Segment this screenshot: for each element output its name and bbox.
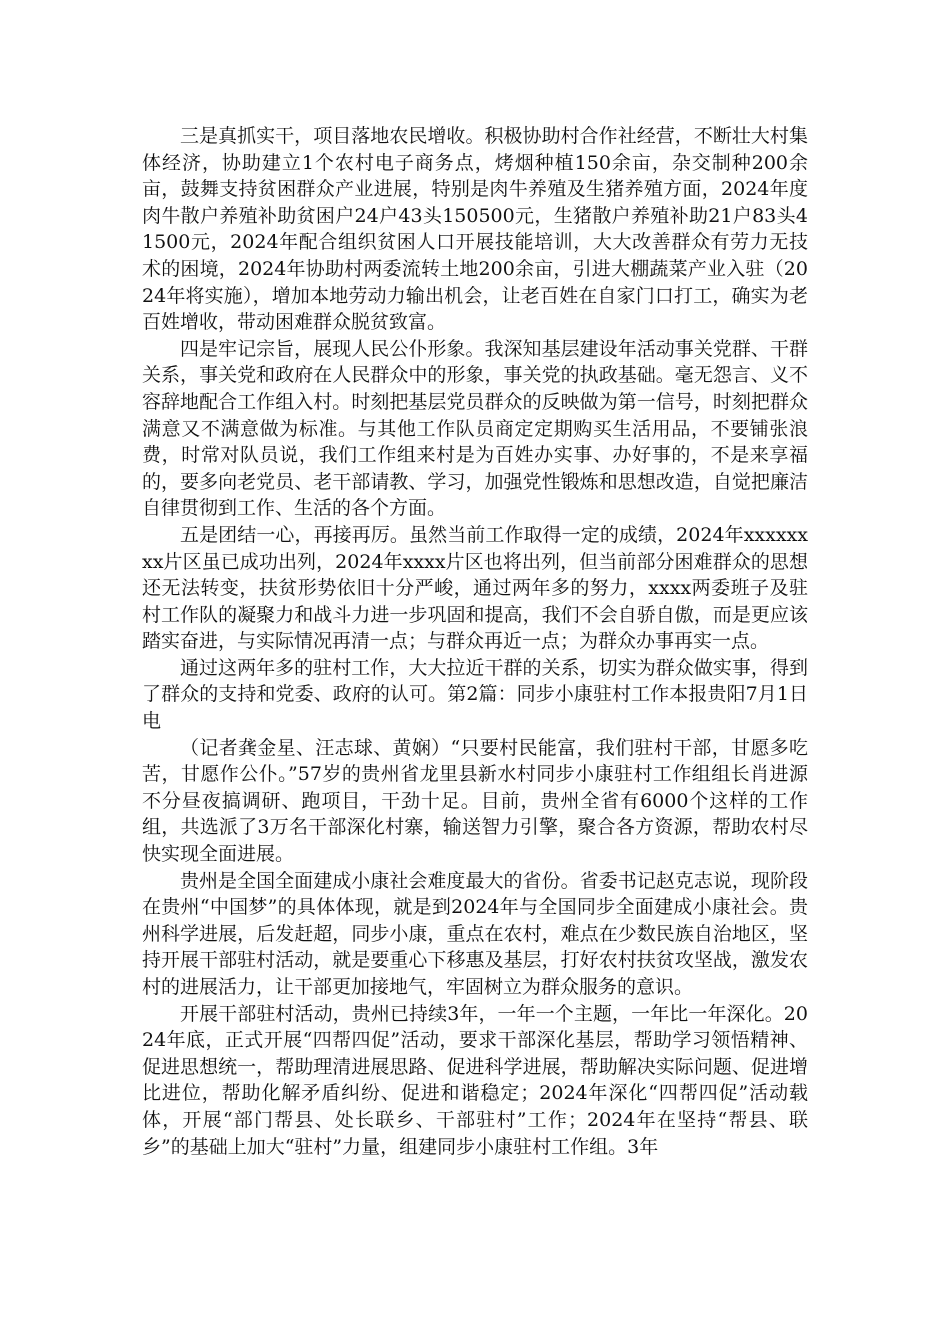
paragraph-reporters: （记者龚金星、汪志球、黄娴）“只要村民能富，我们驻村干部，甘愿多吃苦，甘愿作公仆。”57岁的贵州省龙里县新水村同步小康驻村工作组组长肖进源不分昼夜搞调研、跑项目，干劲十足。目前，贵州全省有6000个这样的工作组，共选派了3万名干部深化村寨，输送智力引擎，聚合各方资源，帮助农村尽快实现全面进展。	[142, 736, 808, 866]
paragraph-public-servant: 四是牢记宗旨，展现人民公仆形象。我深知基层建设年活动事关党群、干群关系，事关党和政府在人民群众中的形象，事关党的执政基础。毫无怨言、义不容辞地配合工作组入村。时刻把基层党员群众的反映做为第一信号，时刻把群众满意又不满意做为标准。与其他工作队员商定定期购买生活用品，不要铺张浪费，时常对队员说，我们工作组来村是为百姓办实事、办好事的，不是来享福的，要多向老党员、老干部请教、学习，加强党性锻炼和思想改造，自觉把廉洁自律贯彻到工作、生活的各个方面。	[142, 337, 808, 520]
paragraph-village-activity: 开展干部驻村活动，贵州已持续3年，一年一个主题，一年比一年深化。2024年底，正式开展“四帮四促”活动，要求干部深化基层，帮助学习领悟精神、促进思想统一，帮助理清进展思路、促进科学进展，帮助解决实际问题、促进增比进位，帮助化解矛盾纠纷、促进和谐稳定；2024年深化“四帮四促”活动载体，开展“部门帮县、处长联乡、干部驻村”工作；2024年在坚持“帮县、联乡”的基础上加大“驻村”力量，组建同步小康驻村工作组。3年	[142, 1002, 808, 1158]
paragraph-guizhou-goal: 贵州是全国全面建成小康社会难度最大的省份。省委书记赵克志说，现阶段在贵州“中国梦”的具体体现，就是到2024年与全国同步全面建成小康社会。贵州科学进展，后发赶超，同步小康，重点在农村，难点在少数民族自治地区，坚持开展干部驻村活动，就是要重心下移惠及基层，打好农村扶贫攻坚战，激发农村的进展活力，让干部更加接地气，牢固树立为群众服务的意识。	[142, 869, 808, 998]
paragraph-project-income: 三是真抓实干，项目落地农民增收。积极协助村合作社经营，不断壮大村集体经济，协助建立1个农村电子商务点，烤烟种植150余亩，杂交制种200余亩，鼓舞支持贫困群众产业进展，特别是肉牛养殖及生猪养殖方面，2024年度肉牛散户养殖补助贫困户24户43头150500元，生猪散户养殖补助21户83头41500元，2024年配合组织贫困人口开展技能培训，大大改善群众有劳力无技术的困境，2024年协助村两委流转土地200余亩，引进大棚蔬菜产业入驻（2024年将实施），增加本地劳动力输出机会，让老百姓在自家门口打工，确实为老百姓增收，带动困难群众脱贫致富。	[142, 125, 808, 334]
paragraph-unity: 五是团结一心，再接再厉。虽然当前工作取得一定的成绩，2024年xxxxxxxx片区虽已成功出列，2024年xxxx片区也将出列，但当前部分困难群众的思想还无法转变，扶贫形势依旧十分严峻，通过两年多的努力，xxxx两委班子及驻村工作队的凝聚力和战斗力进一步巩固和提高，我们不会自骄自傲，而是更应该踏实奋进，与实际情况再清一点；与群众再近一点；为群众办事再实一点。	[142, 523, 808, 653]
document-body	[142, 123, 808, 1160]
paragraph-summary: 通过这两年多的驻村工作，大大拉近干群的关系，切实为群众做实事，得到了群众的支持和党委、政府的认可。第2篇：同步小康驻村工作本报贵阳7月1日电	[142, 656, 808, 733]
